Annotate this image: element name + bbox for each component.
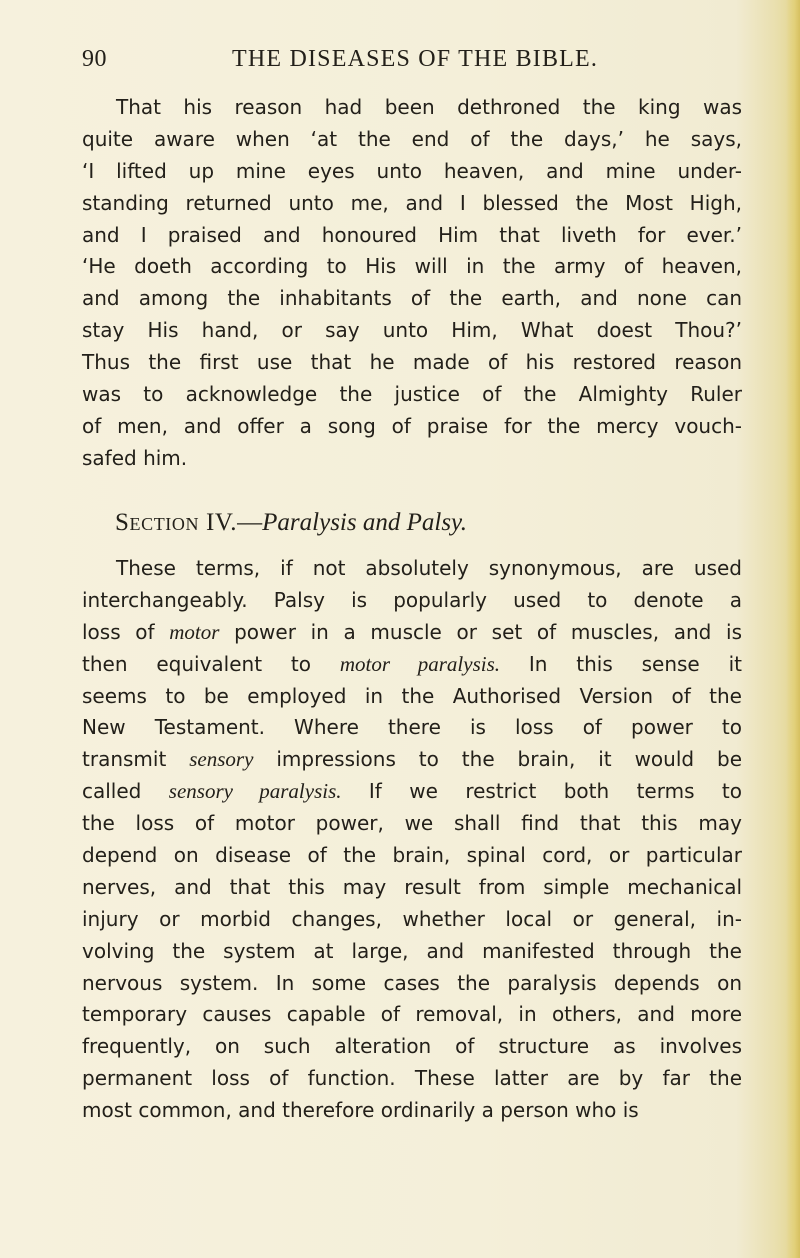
text-line [82, 808, 742, 840]
text-segment: volving the system at large, and manifested through the [82, 938, 742, 963]
text-line [82, 1063, 742, 1095]
text-line: ‘I lifted up mine eyes unto heaven, and mine under- [82, 158, 742, 183]
page-header [82, 46, 742, 82]
text-line: was to acknowledge the justice of the Almighty Ruler [82, 382, 742, 407]
text-line [82, 872, 742, 904]
text-line: That his reason had been dethroned the king was [116, 95, 742, 119]
text-segment: These terms, if not absolutely synonymous, are used [116, 556, 742, 580]
text-line: stay His hand, or say unto Him, What doest Thou?’ [82, 318, 742, 343]
page-edge-discoloration [786, 0, 800, 1258]
text-line: safed him. [82, 445, 188, 470]
text-segment: interchangeably. Palsy is popularly used to denote a [82, 587, 742, 612]
text-line: of men, and offer a song of praise for the mercy vouch- [82, 413, 742, 438]
text-line [82, 744, 742, 776]
text-line [82, 840, 742, 872]
text-line [82, 1095, 742, 1127]
italic-term: sensory [189, 747, 254, 772]
text-segment: called [82, 779, 169, 804]
text-line [82, 585, 742, 617]
text-segment: permanent loss of function. These latter are by far the [82, 1066, 742, 1091]
italic-term: motor paralysis. [339, 651, 500, 676]
text-line [82, 936, 742, 968]
text-line [82, 617, 742, 649]
text-line: standing returned unto me, and I blessed the Most High, [82, 190, 742, 215]
section-heading [115, 509, 467, 537]
text-segment: New Testament. Where there is loss of power to [82, 715, 742, 740]
text-line: Thus the first use that he made of his restored reason [82, 350, 742, 375]
text-line [82, 649, 742, 681]
text-line [82, 968, 742, 1000]
text-line [82, 553, 742, 585]
paragraph-1 [82, 92, 742, 475]
text-segment: nerves, and that this may result from simple mechanical [82, 874, 742, 899]
section-title: Paralysis and Palsy. [262, 509, 468, 536]
italic-term: sensory paralysis. [168, 779, 342, 804]
text-line: ‘He doeth according to His will in the army of heaven, [82, 254, 742, 279]
text-segment: If we restrict both terms to [341, 779, 742, 804]
text-line [82, 1031, 742, 1063]
text-segment: injury or morbid changes, whether local or general, in- [82, 906, 742, 931]
italic-term: motor [169, 619, 220, 644]
text-segment: transmit [82, 747, 190, 772]
text-line [82, 681, 742, 713]
text-segment: most common, and therefore ordinarily a person who is [82, 1098, 639, 1123]
section-dash: — [237, 509, 263, 536]
paragraph-2 [82, 553, 742, 1127]
text-line [82, 712, 742, 744]
text-segment: seems to be employed in the Authorised Version of the [82, 683, 742, 708]
section-label: Section IV. [115, 509, 238, 536]
text-segment: nervous system. In some cases the paralysis depends on [82, 970, 742, 995]
text-segment: frequently, on such alteration of structure as involves [82, 1034, 742, 1059]
text-segment: In this sense it [500, 651, 742, 676]
text-segment: power in a muscle or set of muscles, and is [219, 619, 742, 644]
page-number: 90 [82, 46, 107, 72]
text-line [82, 999, 742, 1031]
text-segment: loss of [82, 619, 170, 644]
running-head: THE DISEASES OF THE BIBLE. [232, 46, 599, 72]
text-line: quite aware when ‘at the end of the days,’ he says, [82, 126, 742, 151]
text-line [82, 904, 742, 936]
text-line: and among the inhabitants of the earth, and none can [82, 286, 742, 311]
text-segment: the loss of motor power, we shall find that this may [82, 811, 742, 836]
text-segment: then equivalent to [82, 651, 340, 676]
text-segment: impressions to the brain, it would be [253, 747, 743, 772]
text-segment: temporary causes capable of removal, in others, and more [82, 1002, 742, 1027]
text-line: and I praised and honoured Him that liveth for ever.’ [82, 222, 742, 247]
text-line [82, 776, 742, 808]
text-segment: depend on disease of the brain, spinal cord, or particular [82, 843, 742, 868]
